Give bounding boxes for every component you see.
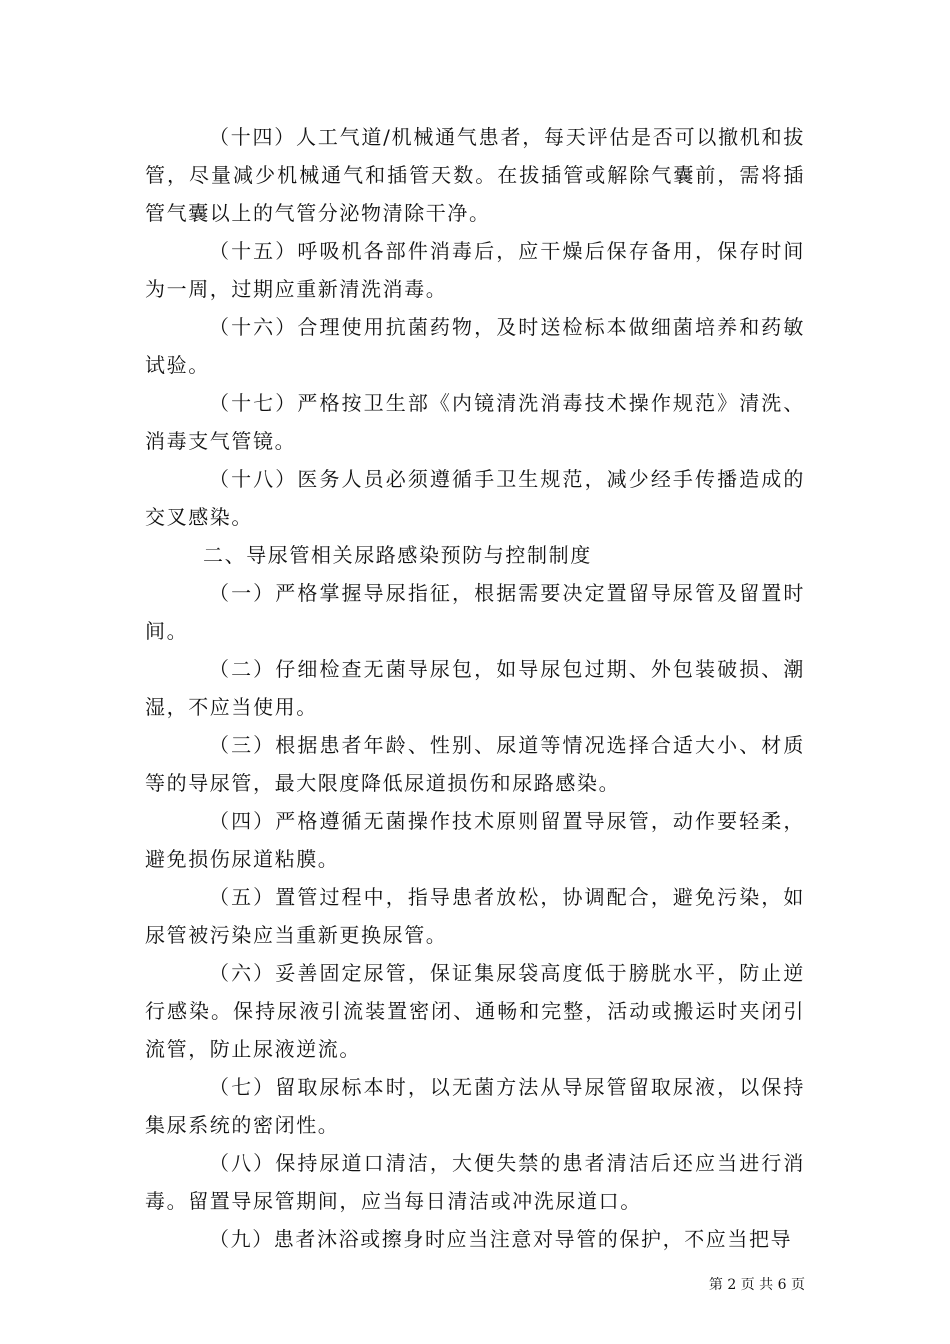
paragraph-16: （十六）合理使用抗菌药物，及时送检标本做细菌培养和药敏试验。 — [145, 315, 805, 377]
section-paragraph-5: （五）置管过程中，指导患者放松，协调配合，避免污染，如尿管被污染应当重新更换尿管。 — [145, 885, 805, 947]
section-paragraph-8: （八）保持尿道口清洁，大便失禁的患者清洁后还应当进行消毒。留置导尿管期间，应当每日清洁或冲洗尿道口。 — [145, 1151, 805, 1213]
paragraph-14: （十四）人工气道/机械通气患者，每天评估是否可以撤机和拔管，尽量减少机械通气和插管天数。在拔插管或解除气囊前，需将插管气囊以上的气管分泌物清除干净。 — [145, 125, 805, 225]
paragraph-18: （十八）医务人员必须遵循手卫生规范，减少经手传播造成的交叉感染。 — [145, 467, 805, 529]
section-paragraph-1: （一）严格掌握导尿指征，根据需要决定置留导尿管及留置时间。 — [145, 581, 805, 643]
paragraph-15: （十五）呼吸机各部件消毒后，应干燥后保存备用，保存时间为一周，过期应重新清洗消毒。 — [145, 239, 805, 301]
page-number-footer: 第 2 页 共 6 页 — [708, 1277, 805, 1293]
section-paragraph-9: （九）患者沐浴或擦身时应当注意对导管的保护，不应当把导 — [209, 1227, 793, 1251]
section-paragraph-3: （三）根据患者年龄、性别、尿道等情况选择合适大小、材质等的导尿管，最大限度降低尿道损伤和尿路感染。 — [145, 733, 805, 795]
section-paragraph-6: （六）妥善固定尿管，保证集尿袋高度低于膀胱水平，防止逆行感染。保持尿液引流装置密闭、通畅和完整，活动或搬运时夹闭引流管，防止尿液逆流。 — [145, 961, 805, 1061]
section-paragraph-2: （二）仔细检查无菌导尿包，如导尿包过期、外包装破损、潮湿，不应当使用。 — [145, 657, 805, 719]
paragraph-17: （十七）严格按卫生部《内镜清洗消毒技术操作规范》清洗、消毒支气管镜。 — [145, 391, 805, 453]
section-paragraph-7: （七）留取尿标本时，以无菌方法从导尿管留取尿液，以保持集尿系统的密闭性。 — [145, 1075, 805, 1137]
section-heading: 二、导尿管相关尿路感染预防与控制制度 — [203, 543, 592, 567]
section-paragraph-4: （四）严格遵循无菌操作技术原则留置导尿管，动作要轻柔，避免损伤尿道粘膜。 — [145, 809, 805, 871]
document-body — [145, 118, 805, 1258]
